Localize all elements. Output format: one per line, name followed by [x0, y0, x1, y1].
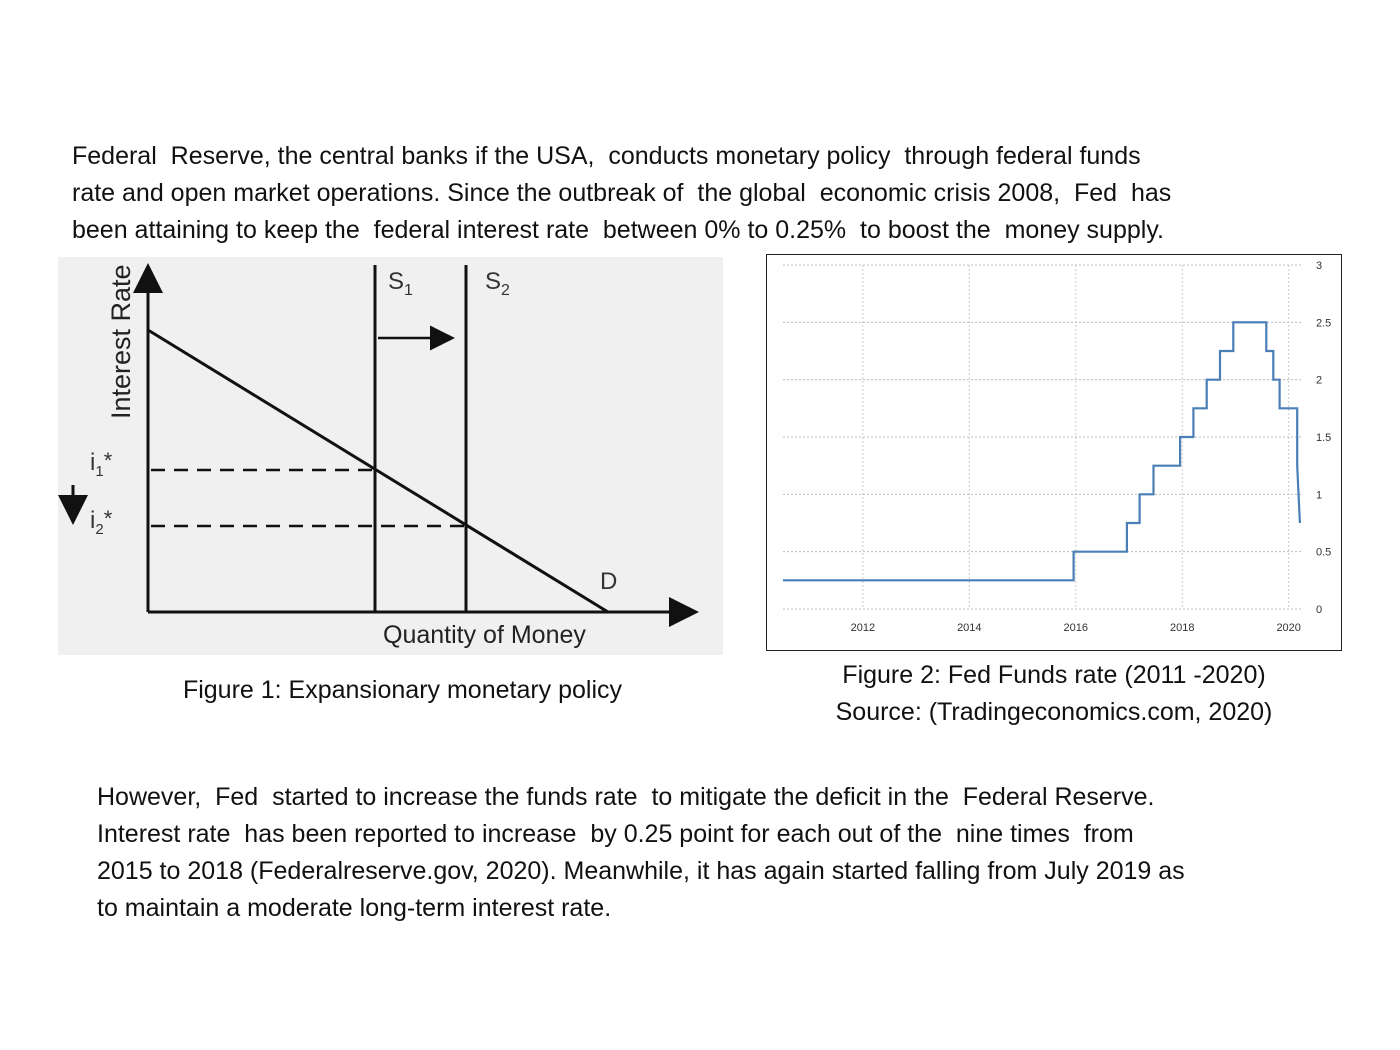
fed-funds-rate-chart — [766, 254, 1342, 651]
y-tick-label: 0 — [1316, 604, 1323, 616]
s2-label: $S_2$ — [485, 268, 510, 299]
figure-2-caption-source: Source: (Tradingeconomics.com, 2020) — [835, 698, 1273, 726]
demand-label: D — [600, 568, 618, 595]
figure-2-caption-title: Figure 2: Fed Funds rate (2011 -2020) — [842, 661, 1266, 689]
x-tick-label: 2020 — [1276, 622, 1301, 634]
x-tick-label: 2016 — [1063, 622, 1089, 634]
y-tick-label: 0.5 — [1316, 546, 1332, 559]
intro-line-2: rate and open market operations. Since the outbreak of the global economic crisis 2008, Fed has — [72, 179, 1172, 207]
intro-paragraph — [72, 138, 1171, 249]
body-paragraph — [97, 779, 1185, 927]
body-line-1: However, Fed started to increase the funds rate to mitigate the deficit in the Federal Reserve. — [97, 783, 1155, 811]
y-tick-label: 2 — [1316, 374, 1323, 387]
body-line-2: Interest rate has been reported to increase by 0.25 point for each out of the nine times from — [97, 820, 1134, 848]
y-tick-label: 3 — [1316, 260, 1323, 272]
y-tick-label: 1 — [1316, 489, 1323, 502]
expansionary-policy-diagram — [58, 257, 723, 655]
demand-curve — [148, 330, 608, 612]
intro-line-3: been attaining to keep the federal interest rate between 0% to 0.25% to boost the money supply. — [72, 216, 1164, 244]
figure-2-caption — [766, 657, 1342, 731]
s1-label: $S_1$ — [388, 268, 413, 299]
figure-1-caption: Figure 1: Expansionary monetary policy — [182, 676, 623, 704]
x-tick-label: 2012 — [850, 622, 876, 634]
i1-label: $i_1*$ — [90, 448, 113, 480]
body-line-4: to maintain a moderate long-term interest rate. — [97, 894, 612, 922]
body-line-3: 2015 to 2018 (Federalreserve.gov, 2020). Meanwhile, it has again started falling from July 2019 as — [97, 857, 1185, 885]
x-tick-label: 2014 — [957, 622, 982, 634]
y-tick-label: 1.5 — [1316, 432, 1332, 444]
y-axis-label: Interest Rate — [106, 264, 136, 419]
y-tick-label: 2.5 — [1316, 317, 1332, 330]
x-tick-label: 2018 — [1169, 622, 1195, 634]
i2-label: $i_2*$ — [90, 506, 113, 538]
fed-funds-rate-line — [783, 322, 1300, 580]
intro-line-1: Federal Reserve, the central banks if the USA, conducts monetary policy through federal funds — [72, 142, 1141, 170]
x-axis-label: Quantity of Money — [383, 621, 586, 649]
